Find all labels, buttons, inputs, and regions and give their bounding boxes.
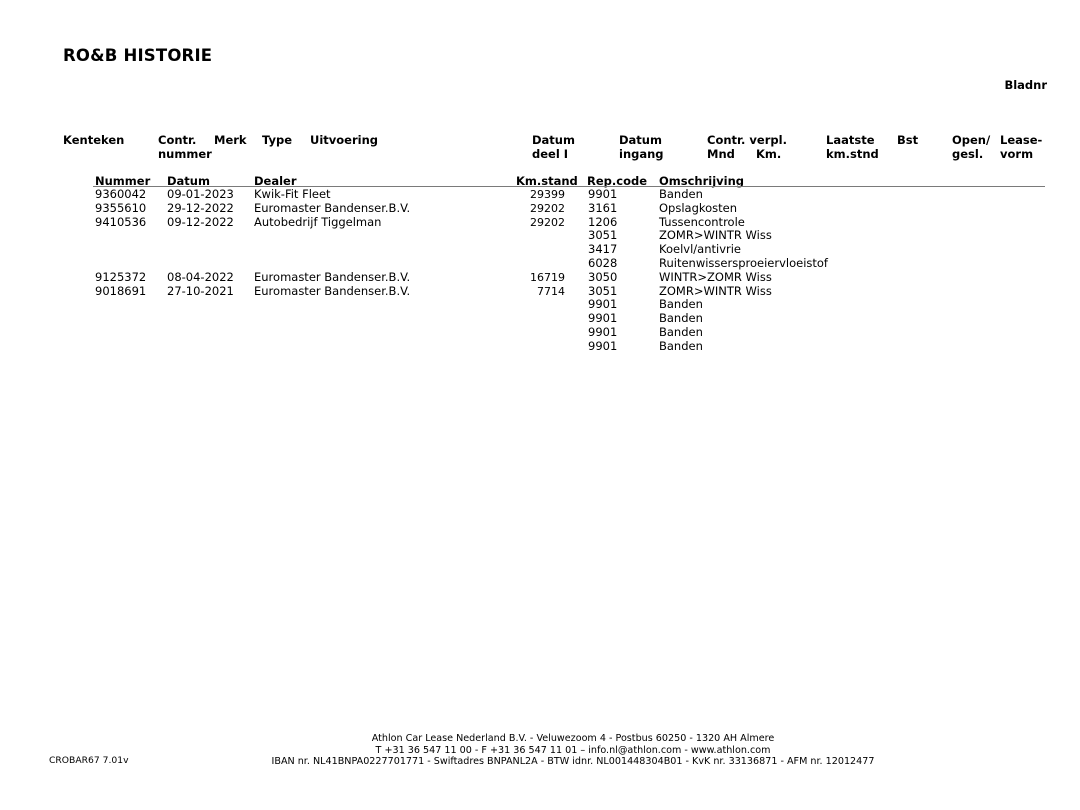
cell-repcode: 9901: [588, 311, 618, 326]
cell-omschrijving: Banden: [659, 311, 703, 326]
column-header-datum: Datum: [167, 174, 210, 188]
header-laatste-kmstand: Laatste km.stnd: [826, 133, 879, 161]
cell-omschrijving: ZOMR>WINTR Wiss: [659, 283, 772, 298]
cell-dealer: Autobedrijf Tiggelman: [254, 214, 382, 229]
cell-omschrijving: Banden: [659, 338, 703, 353]
cell-omschrijving: Koelvl/antivrie: [659, 242, 741, 257]
cell-omschrijving: ZOMR>WINTR Wiss: [659, 228, 772, 243]
cell-omschrijving: Banden: [659, 297, 703, 312]
header-leasevorm: Lease- vorm: [1000, 133, 1043, 161]
cell-repcode: 3417: [588, 242, 618, 257]
cell-kmstand: 29202: [530, 201, 565, 215]
cell-omschrijving: Banden: [659, 187, 703, 201]
header-contract-nummer: Contr. nummer: [158, 133, 212, 161]
cell-repcode: 6028: [588, 256, 618, 270]
cell-omschrijving: Tussencontrole: [659, 214, 745, 229]
footer-registration: IBAN nr. NL41BNPA0227701771 - Swiftadres BNPANL2A - BTW idnr. NL001448304B01 - KvK nr. 33136871 - AFM nr. 12012477: [271, 756, 875, 768]
cell-kmstand: 29399: [530, 188, 565, 201]
cell-nummer: 9360042: [95, 187, 147, 201]
header-divider: [93, 186, 1045, 187]
header-contract-verplichting-mnd: Contr. verpl. Mnd: [707, 133, 787, 161]
page-number-label: Bladnr: [1004, 78, 1047, 92]
cell-dealer: Euromaster Bandenser.B.V.: [254, 283, 411, 298]
cell-kmstand: 7714: [537, 284, 565, 298]
header-type: Type: [262, 133, 293, 147]
cell-datum: 09-01-2023: [167, 187, 234, 201]
column-header-omschrijving: Omschrijving: [659, 174, 745, 188]
cell-datum: 08-04-2022: [167, 269, 234, 284]
cell-nummer: 9125372: [95, 269, 147, 284]
header-kenteken: Kenteken: [63, 133, 125, 147]
column-header-nummer: Nummer: [95, 174, 151, 188]
cell-repcode: 3051: [588, 228, 618, 243]
header-datum-deel-i: Datum deel I: [532, 133, 575, 161]
cell-repcode: 3161: [588, 200, 618, 215]
page-title: RO&B HISTORIE: [63, 46, 213, 65]
cell-repcode: 9901: [588, 187, 618, 201]
cell-repcode: 1206: [588, 214, 618, 229]
cell-datum: 29-12-2022: [167, 200, 234, 215]
footer-contact: T +31 36 547 11 00 - F +31 36 547 11 01 – info.nl@athlon.com - www.athlon.com: [375, 744, 771, 756]
cell-dealer: Kwik-Fit Fleet: [254, 187, 331, 201]
cell-repcode: 9901: [588, 297, 618, 312]
header-bst: Bst: [897, 133, 919, 147]
cell-omschrijving: Banden: [659, 325, 703, 339]
cell-omschrijving: Ruitenwissersproeiervloeistof: [659, 256, 828, 270]
footer-address: Athlon Car Lease Nederland B.V. - Veluwezoom 4 - Postbus 60250 - 1320 AH Almere: [371, 733, 775, 744]
cell-repcode: 3050: [588, 269, 618, 284]
cell-repcode: 9901: [588, 325, 618, 339]
cell-datum: 09-12-2022: [167, 214, 234, 229]
header-contract-verplichting-km: Km.: [756, 146, 782, 161]
cell-repcode: 3051: [588, 283, 618, 298]
header-merk: Merk: [214, 133, 247, 147]
cell-nummer: 9355610: [95, 200, 147, 215]
cell-repcode: 9901: [588, 338, 618, 353]
cell-datum: 27-10-2021: [167, 283, 234, 298]
cell-omschrijving: Opslagkosten: [659, 200, 738, 215]
cell-omschrijving: WINTR>ZOMR Wiss: [659, 269, 772, 284]
company-footer: [180, 733, 966, 768]
cell-nummer: 9018691: [95, 283, 147, 298]
column-header-repcode: Rep.code: [587, 174, 648, 188]
cell-kmstand: 16719: [530, 270, 565, 284]
column-header-dealer: Dealer: [254, 174, 297, 188]
report-code: CROBAR67 7.01v: [49, 755, 129, 766]
header-open-gesloten: Open/ gesl.: [952, 133, 991, 161]
cell-kmstand: 29202: [530, 215, 565, 229]
header-datum-ingang: Datum ingang: [619, 133, 664, 161]
cell-dealer: Euromaster Bandenser.B.V.: [254, 200, 411, 215]
header-uitvoering: Uitvoering: [310, 133, 379, 147]
column-header-kmstand: Km.stand: [516, 174, 578, 188]
cell-nummer: 9410536: [95, 214, 147, 229]
cell-dealer: Euromaster Bandenser.B.V.: [254, 269, 411, 284]
